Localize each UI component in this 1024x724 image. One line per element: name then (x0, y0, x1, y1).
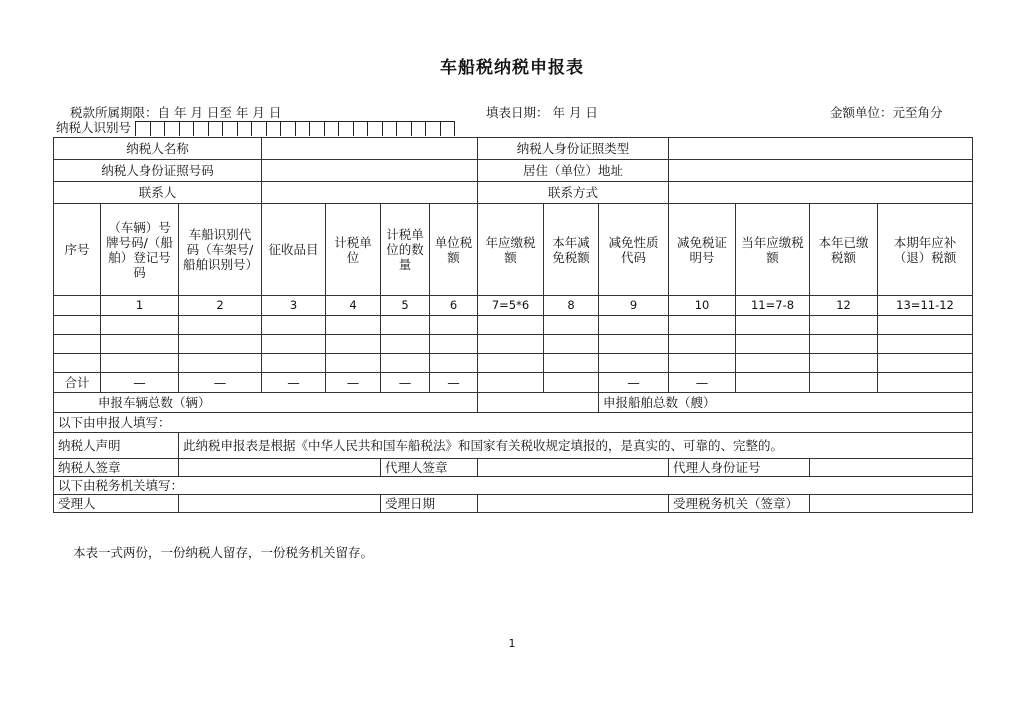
column-number: 1 (101, 296, 179, 316)
taxpayer-id-char-box[interactable] (193, 121, 208, 136)
table-cell[interactable] (430, 335, 478, 354)
table-cell[interactable] (810, 335, 878, 354)
taxpayer-id-char-box[interactable] (411, 121, 426, 136)
table-cell[interactable] (544, 354, 599, 373)
taxpayer-id-boxes[interactable] (135, 121, 455, 136)
column-number: 7=5*6 (478, 296, 544, 316)
total-cell: — (599, 373, 669, 393)
id-type-label: 纳税人身份证照类型 (478, 138, 669, 160)
column-header: 当年应缴税额 (736, 204, 810, 296)
column-number: 3 (262, 296, 326, 316)
total-cell[interactable] (478, 373, 544, 393)
taxpayer-id-char-box[interactable] (222, 121, 237, 136)
table-cell[interactable] (54, 354, 101, 373)
column-header: 单位税额 (430, 204, 478, 296)
taxpayer-id-char-box[interactable] (425, 121, 440, 136)
table-cell[interactable] (878, 354, 973, 373)
column-header: （车辆）号牌号码/（船舶）登记号码 (101, 204, 179, 296)
table-cell[interactable] (430, 316, 478, 335)
footnote: 本表一式两份，一份纳税人留存，一份税务机关留存。 (73, 545, 374, 560)
table-cell[interactable] (54, 335, 101, 354)
receiver-label: 受理人 (54, 495, 179, 513)
taxpayer-id-label: 纳税人识别号 (56, 120, 132, 135)
column-header: 本期年应补（退）税额 (878, 204, 973, 296)
taxpayer-sign-field[interactable] (179, 459, 381, 477)
table-cell[interactable] (599, 316, 669, 335)
table-cell[interactable] (381, 335, 430, 354)
taxpayer-id-char-box[interactable] (324, 121, 339, 136)
agent-sign-field[interactable] (478, 459, 669, 477)
ship-total-label: 申报船舶总数（艘） (599, 393, 973, 413)
tax-declaration-table (53, 137, 973, 513)
table-row (54, 354, 973, 373)
table-cell[interactable] (736, 354, 810, 373)
taxpayer-sign-label: 纳税人签章 (54, 459, 179, 477)
column-number-row (54, 296, 973, 316)
taxpayer-name-field[interactable] (262, 138, 478, 160)
column-header: 减免性质代码 (599, 204, 669, 296)
total-label: 合计 (54, 373, 101, 393)
column-header: 年应缴税额 (478, 204, 544, 296)
table-cell[interactable] (810, 316, 878, 335)
table-cell[interactable] (599, 335, 669, 354)
agent-id-label: 代理人身份证号 (669, 459, 810, 477)
receive-date-label: 受理日期 (381, 495, 478, 513)
agent-id-field[interactable] (810, 459, 973, 477)
table-cell[interactable] (179, 335, 262, 354)
taxpayer-id-char-box[interactable] (280, 121, 295, 136)
column-number: 5 (381, 296, 430, 316)
tax-period: 税款所属期限：自 年 月 日至 年 月 日 (70, 105, 282, 120)
column-number: 12 (810, 296, 878, 316)
taxpayer-id-char-box[interactable] (266, 121, 281, 136)
table-cell[interactable] (262, 354, 326, 373)
table-cell[interactable] (262, 316, 326, 335)
taxpayer-id-char-box[interactable] (251, 121, 266, 136)
column-number: 10 (669, 296, 736, 316)
column-header: 本年已缴税额 (810, 204, 878, 296)
table-cell[interactable] (54, 316, 101, 335)
column-header: 计税单位 (326, 204, 381, 296)
total-cell[interactable] (878, 373, 973, 393)
id-number-label: 纳税人身份证照号码 (54, 160, 262, 182)
column-number: 9 (599, 296, 669, 316)
table-cell[interactable] (669, 316, 736, 335)
table-row (54, 316, 973, 335)
table-cell[interactable] (810, 354, 878, 373)
fill-date: 填表日期： 年 月 日 (486, 105, 598, 120)
vehicle-total-label: 申报车辆总数（辆） (54, 393, 478, 413)
table-cell[interactable] (381, 316, 430, 335)
declaration-statement: 此纳税申报表是根据《中华人民共和国车船税法》和国家有关税收规定填报的，是真实的、可靠的、完整的。 (179, 433, 973, 459)
table-cell[interactable] (262, 335, 326, 354)
contact-method-field[interactable] (669, 182, 973, 204)
table-cell[interactable] (430, 354, 478, 373)
column-number (54, 296, 101, 316)
table-cell[interactable] (669, 354, 736, 373)
table-cell[interactable] (381, 354, 430, 373)
taxpayer-id-char-box[interactable] (208, 121, 223, 136)
contact-field[interactable] (262, 182, 478, 204)
taxpayer-id-char-box[interactable] (295, 121, 310, 136)
table-row (54, 335, 973, 354)
receive-date-field[interactable] (478, 495, 669, 513)
address-label: 居住（单位）地址 (478, 160, 669, 182)
column-header-row (54, 204, 973, 296)
total-cell: — (430, 373, 478, 393)
column-number: 4 (326, 296, 381, 316)
total-cell: — (669, 373, 736, 393)
column-header: 本年减免税额 (544, 204, 599, 296)
agent-sign-label: 代理人签章 (381, 459, 478, 477)
total-cell: — (179, 373, 262, 393)
total-cell[interactable] (736, 373, 810, 393)
table-cell[interactable] (736, 335, 810, 354)
total-cell: — (262, 373, 326, 393)
total-cell: — (101, 373, 179, 393)
taxpayer-id-char-box[interactable] (135, 121, 150, 136)
table-cell[interactable] (478, 354, 544, 373)
column-header: 征收品目 (262, 204, 326, 296)
form-title: 车船税纳税申报表 (440, 58, 584, 78)
column-number: 2 (179, 296, 262, 316)
table-cell[interactable] (101, 316, 179, 335)
column-number: 11=7-8 (736, 296, 810, 316)
contact-method-label: 联系方式 (478, 182, 669, 204)
table-cell[interactable] (326, 335, 381, 354)
taxpayer-id-char-box[interactable] (338, 121, 353, 136)
taxpayer-id-row (56, 118, 455, 136)
table-cell[interactable] (326, 354, 381, 373)
office-seal-field[interactable] (810, 495, 973, 513)
taxpayer-id-char-box[interactable] (382, 121, 397, 136)
taxpayer-name-label: 纳税人名称 (54, 138, 262, 160)
column-number: 13=11-12 (878, 296, 973, 316)
taxpayer-id-char-box[interactable] (150, 121, 165, 136)
contact-label: 联系人 (54, 182, 262, 204)
table-cell[interactable] (101, 354, 179, 373)
table-cell[interactable] (478, 335, 544, 354)
receiver-field[interactable] (179, 495, 381, 513)
taxpayer-id-char-box[interactable] (353, 121, 368, 136)
taxpayer-id-char-box[interactable] (440, 121, 456, 136)
office-seal-label: 受理税务机关（签章） (669, 495, 810, 513)
table-cell[interactable] (599, 354, 669, 373)
total-cell: — (381, 373, 430, 393)
table-cell[interactable] (736, 316, 810, 335)
total-cell[interactable] (544, 373, 599, 393)
column-header: 计税单位的数量 (381, 204, 430, 296)
table-cell[interactable] (878, 335, 973, 354)
table-cell[interactable] (101, 335, 179, 354)
taxpayer-id-char-box[interactable] (396, 121, 411, 136)
declarant-section-title: 以下由申报人填写： (54, 413, 973, 433)
taxpayer-id-char-box[interactable] (237, 121, 252, 136)
table-cell[interactable] (179, 316, 262, 335)
taxpayer-id-char-box[interactable] (367, 121, 382, 136)
table-cell[interactable] (669, 335, 736, 354)
amount-unit: 金额单位：元至角分 (830, 105, 943, 120)
table-cell[interactable] (478, 316, 544, 335)
id-type-field[interactable] (669, 138, 973, 160)
taxpayer-id-char-box[interactable] (179, 121, 194, 136)
total-cell[interactable] (810, 373, 878, 393)
id-number-field[interactable] (262, 160, 478, 182)
vehicle-total-field[interactable] (478, 393, 599, 413)
table-cell[interactable] (179, 354, 262, 373)
page-number: 1 (508, 637, 516, 650)
table-cell[interactable] (544, 316, 599, 335)
table-cell[interactable] (544, 335, 599, 354)
table-cell[interactable] (326, 316, 381, 335)
column-number: 6 (430, 296, 478, 316)
column-header: 减免税证明号 (669, 204, 736, 296)
total-cell: — (326, 373, 381, 393)
declaration-label: 纳税人声明 (54, 433, 179, 459)
total-row (54, 373, 973, 393)
address-field[interactable] (669, 160, 973, 182)
tax-office-section-title: 以下由税务机关填写： (54, 477, 973, 495)
table-cell[interactable] (878, 316, 973, 335)
column-number: 8 (544, 296, 599, 316)
taxpayer-id-char-box[interactable] (309, 121, 324, 136)
column-header: 车船识别代码（车架号/船舶识别号） (179, 204, 262, 296)
column-header: 序号 (54, 204, 101, 296)
taxpayer-id-char-box[interactable] (164, 121, 179, 136)
